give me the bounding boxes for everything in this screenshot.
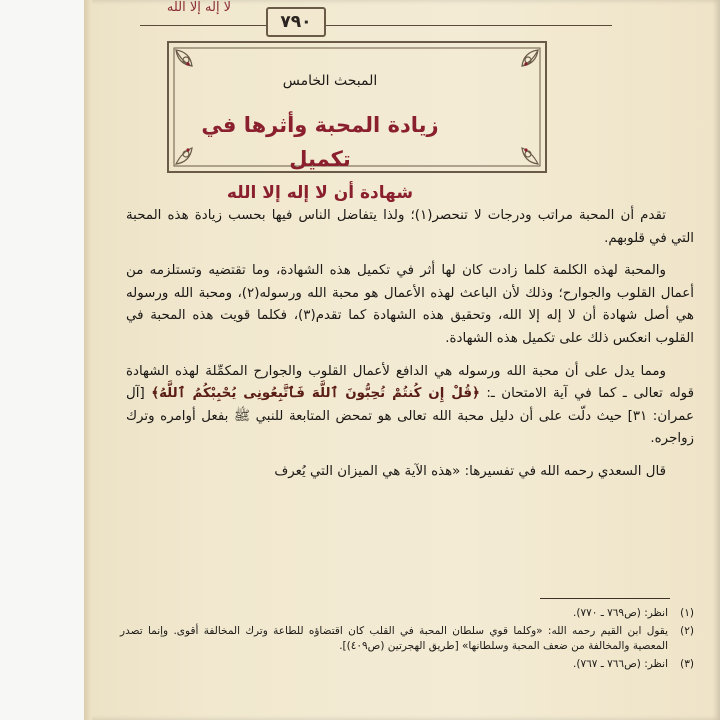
- footnote: [120, 657, 694, 673]
- footnote-number: (٢): [680, 624, 694, 637]
- body-text: [126, 205, 694, 494]
- page-number: ٧٩٠: [266, 7, 326, 37]
- footnote-number: (٣): [680, 657, 694, 670]
- footnotes: [120, 606, 694, 674]
- paragraph-4: قال السعدي رحمه الله في تفسيرها: «هذه الآية هي الميزان التي يُعرف: [274, 463, 666, 479]
- footnote: [120, 606, 694, 622]
- chapter-title-line-1: زيادة المحبة وأثرها في تكميل: [201, 113, 439, 171]
- paragraph-2: والمحبة لهذه الكلمة كلما زادت كان لها أثر في تكميل هذه الشهادة، وما تقتضيه وتستلزمه من أعمال القلوب والجوارح؛ وذلك لأن الباعث لهذه الأعمال هو محبة الله ورسوله(٢)، ومحبة الله ورسوله هي أصل شهادة أن لا إله إلا الله، وتحقيق هذه الشهادة كما تقدم(٣)، فكلما قويت هذه المحبة في القلوب انعكس ذلك على تكميل هذه الشهادة.: [126, 263, 695, 346]
- running-header: لا إله إلا الله: [166, 0, 232, 15]
- chapter-title: [200, 108, 440, 210]
- paragraph-3: [126, 361, 694, 451]
- footnote: [120, 624, 694, 655]
- paragraph-3-text: ومما يدل على أن محبة الله ورسوله هي الدافع لأعمال القلوب والجوارح المكمِّلة لهذه الشهادة قوله تعالى ـ كما في آية الامتحان ـ:: [126, 363, 694, 402]
- quran-verse: ﴿قُلْ إِن كُنتُمْ تُحِبُّونَ ٱللَّهَ فَٱتَّبِعُونِى يُحْبِبْكُمُ ٱللَّهُ﴾: [151, 386, 480, 402]
- page-edge: [84, 0, 92, 720]
- header-rule: [140, 25, 612, 26]
- footnote-text: انظر: (ص٧٦٩ ـ ٧٧٠).: [573, 607, 668, 619]
- chapter-title-line-2: شهادة أن لا إله إلا الله: [226, 183, 414, 203]
- paragraph-1: تقدم أن المحبة مراتب ودرجات لا تنحصر(١)؛ ولذا يتفاضل الناس فيها بحسب زيادة هذه المحبة التي في قلوبهم.: [126, 208, 694, 246]
- footnote-rule: [540, 598, 670, 599]
- footnote-text: يقول ابن القيم رحمه الله: «وكلما قوي سلطان المحبة في القلب كان اقتضاؤه للطاعة وترك المخالفة أقوى. وإنما تصدر المعصية والمخالفة من ضعف المحبة وسلطانها» [طريق الهجرتين (ص٤٠٩)].: [120, 624, 668, 652]
- footnote-text: انظر: (ص٧٦٦ ـ ٧٦٧).: [573, 657, 668, 670]
- footnote-number: (١): [680, 607, 694, 619]
- verse-reference-text: [آل عمران: ٣١] حيث دلّت على أن دليل محبة الله تعالى هو تمحض المتابعة للنبي ﷺ بفعل أوامره وترك زواجره.: [126, 386, 694, 447]
- section-label: المبحث الخامس: [282, 73, 378, 89]
